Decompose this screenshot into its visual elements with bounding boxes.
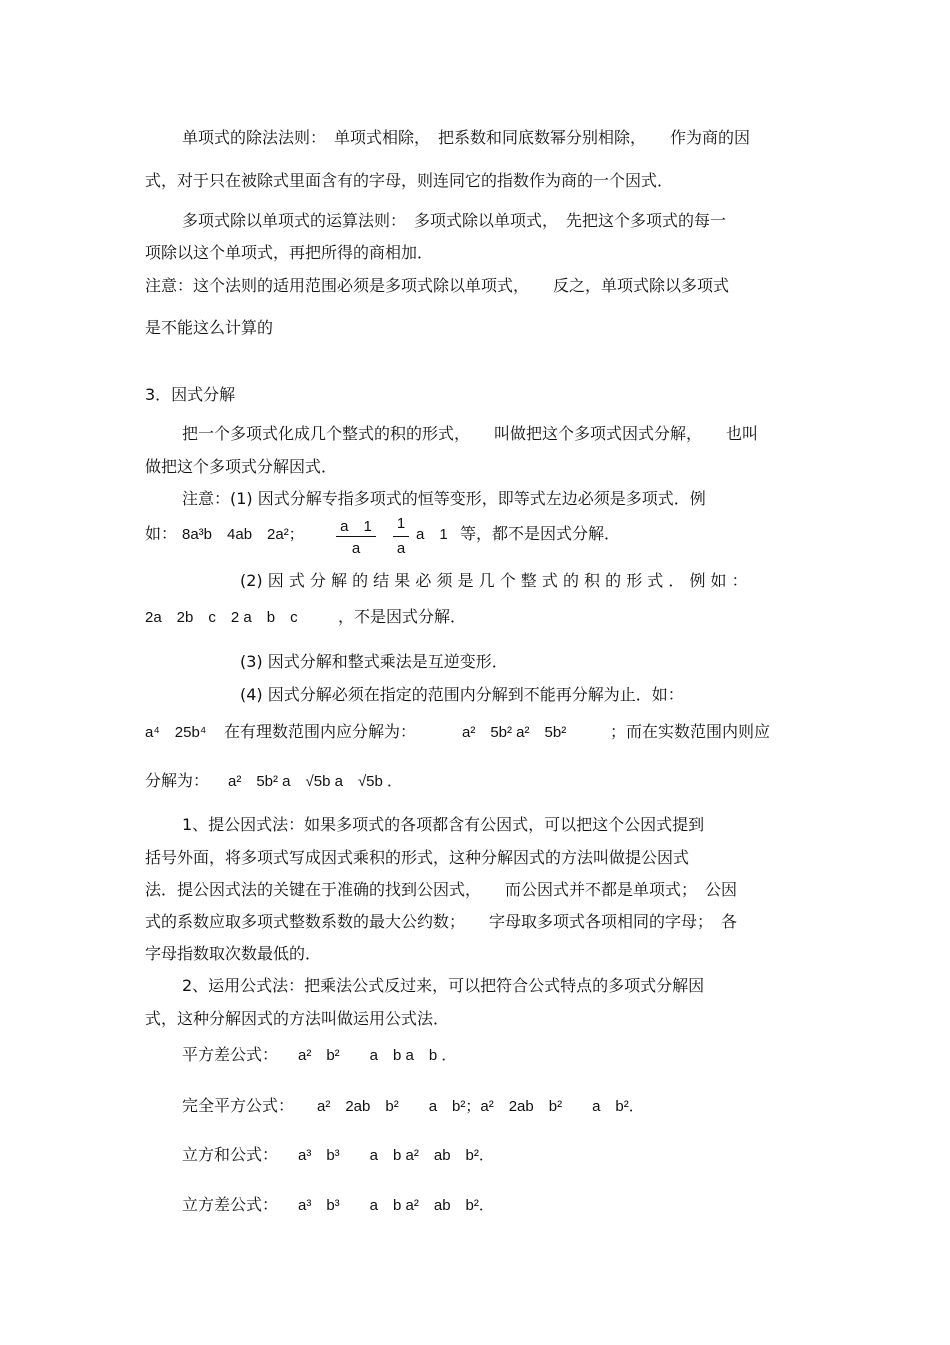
method-1-line1: 1、提公因式法：如果多项式的各项都含有公因式，可以把这个公因式提到 [182,815,705,834]
note-scope-line1: 注意：这个法则的适用范围必须是多项式除以单项式， 反之，单项式除以多项式 [145,276,730,295]
note-2-line1: (2) 因 式 分 解 的 结 果 必 须 是 几 个 整 式 的 积 的 形 式 ． 例 如 ： [240,571,748,590]
method-1-line4: 式的系数应取多项式整数系数的最大公约数； 字母取多项式各项相同的字母； 各 [145,912,738,931]
note-4-line1: (4) 因式分解必须在指定的范围内分解到不能再分解为止．如： [240,685,684,704]
note-4-text-rational: 在有理数范围内应分解为： [224,722,417,741]
note-1-example-tail: a 1 [416,526,448,543]
formula-perfect-square: a² 2ab b² a b²；a² 2ab b² a b²． [317,1098,644,1115]
rule-poly-by-monomial-line2: 项除以这个单项式，再把所得的商相加． [145,243,434,262]
formula-difference-of-cubes: a³ b³ a b a² ab b²． [298,1197,494,1214]
formula-difference-of-cubes-label: 立方差公式： [182,1195,279,1214]
definition-line1: 把一个多项式化成几个整式的积的形式， 叫做把这个多项式因式分解， 也叫 [182,424,759,443]
formula-sum-of-cubes: a³ b³ a b a² ab b²． [298,1147,494,1164]
fraction-denominator-2: a [396,540,406,557]
formula-difference-of-squares: a² b² a b a b ． [298,1047,457,1064]
formula-difference-of-squares-label: 平方差公式： [182,1045,279,1064]
method-2-line1: 2、运用公式法：把乘法公式反过来，可以把符合公式特点的多项式分解因 [182,976,705,995]
note-4-rational-factorization: a² 5b² a² 5b² [462,724,567,741]
rule-monomial-division-line1: 单项式的除法法则： 单项式相除， 把系数和同底数幂分别相除， 作为商的因 [182,128,751,147]
formula-sum-of-cubes-label: 立方和公式： [182,1145,279,1164]
note-1-example-text: 等，都不是因式分解． [460,524,621,543]
note-4-text-real: ；而在实数范围内则应 [610,722,771,741]
rule-monomial-division-line2: 式，对于只在被除式里面含有的字母，则连同它的指数作为商的一个因式． [145,171,674,190]
note-1-example-label: 如： [145,524,178,543]
fraction-bar-1 [336,536,376,537]
rule-poly-by-monomial-line1: 多项式除以单项式的运算法则： 多项式除以单项式， 先把这个多项式的每一 [182,211,727,230]
note-4-real-factorization: a² 5b² a √5b a √5b ． [228,773,403,790]
note-scope-line2: 是不能这么计算的 [145,318,274,337]
note-1-example-expr: 8a³b 4ab 2a²； [182,526,304,543]
note-2-example-expr: 2a 2b c 2 a b c [145,609,298,626]
definition-line2: 做把这个多项式分解因式． [145,457,338,476]
method-1-line5: 字母指数取次数最低的． [145,944,322,963]
note-4-label: 分解为： [145,771,210,790]
note-1-line1: 注意：(1) 因式分解专指多项式的恒等变形，即等式左边必须是多项式．例 [182,489,706,508]
section-heading: 3．因式分解 [145,385,236,404]
method-1-line3: 法．提公因式法的关键在于准确的找到公因式， 而公因式并不都是单项式； 公因 [145,880,738,899]
method-1-line2: 括号外面，将多项式写成因式乘积的形式，这种分解因式的方法叫做提公因式 [145,848,690,867]
note-4-expr: a⁴ 25b⁴ [145,724,207,741]
note-3-line: (3) 因式分解和整式乘法是互逆变形． [240,652,508,671]
fraction-numerator-1: a 1 [340,518,372,535]
formula-perfect-square-label: 完全平方公式： [182,1096,295,1115]
fraction-denominator-1: a [351,540,361,557]
method-2-line2: 式，这种分解因式的方法叫做运用公式法． [145,1009,450,1028]
fraction-bar-2 [393,536,409,537]
fraction-numerator-2: 1 [396,515,406,532]
note-2-example-text: ，不是因式分解． [338,607,467,626]
